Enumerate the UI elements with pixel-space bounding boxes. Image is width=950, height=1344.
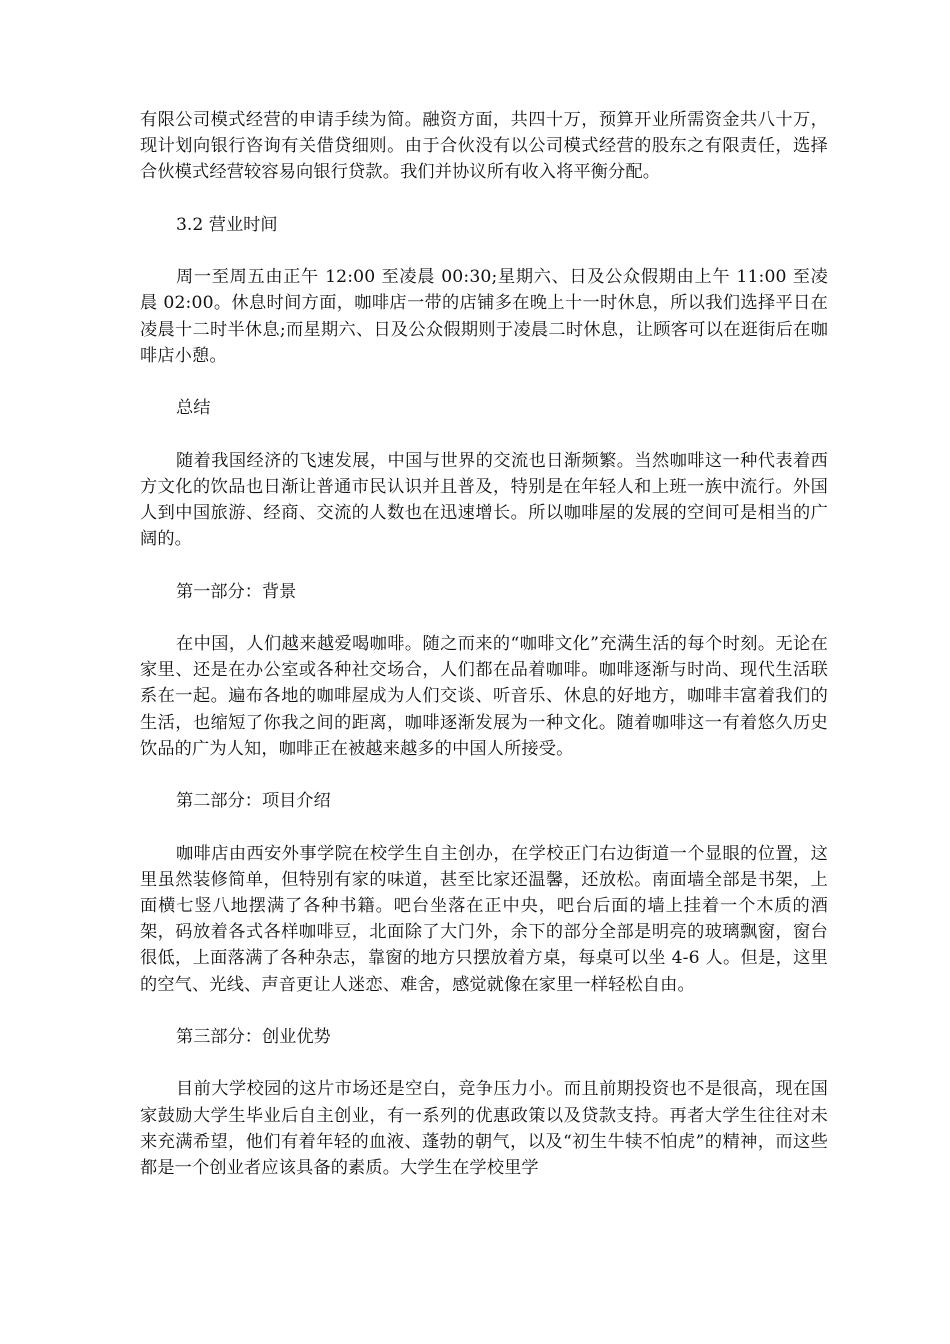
heading-part-one-background: 第一部分：背景 — [176, 581, 297, 602]
heading-part-two-project-intro: 第二部分：项目介绍 — [176, 791, 331, 812]
paragraph-partnership-financing: 有限公司模式经营的申请手续为简。融资方面，共四十万，预算开业所需资金共八十万，现计划向银行咨询有关借贷细则。由于合伙没有以公司模式经营的股东之有限责任，选择合伙模式经营较容易向银行贷款。我们并协议所有收入将平衡分配。 — [140, 110, 828, 183]
document-content — [140, 107, 828, 1181]
paragraph-background: 在中国，人们越来越爱喝咖啡。随之而来的“咖啡文化”充满生活的每个时刻。无论在家里、还是在办公室或各种社交场合，人们都在品着咖啡。咖啡逐渐与时尚、现代生活联系在一起。遍布各地的咖啡屋成为人们交谈、听音乐、休息的好地方，咖啡丰富着我们的生活，也缩短了你我之间的距离，咖啡逐渐发展为一种文化。随着咖啡这一有着悠久历史饮品的广为人知，咖啡正在被越来越多的中国人所接受。 — [140, 633, 828, 759]
paragraph-spacer — [140, 762, 828, 788]
paragraph-spacer — [140, 421, 828, 447]
paragraph-spacer — [140, 552, 828, 578]
paragraph-spacer — [140, 369, 828, 395]
paragraph-project-intro: 咖啡店由西安外事学院在校学生自主创办，在学校正门右边街道一个显眼的位置，这里虽然装修简单，但特别有家的味道，甚至比家还温馨，还放松。南面墙全部是书架，上面横七竖八地摆满了各种书籍。吧台坐落在正中央，吧台后面的墙上挂着一个木质的酒架，码放着各式各样咖啡豆，北面除了大门外，余下的部分全部是明亮的玻璃飘窗，窗台很低，上面落满了各种杂志，靠窗的地方只摆放着方桌，每桌可以坐 4-6 人。但是，这里的空气、光线、声音更让人迷恋、难舍，感觉就像在家里一样轻松自由。 — [140, 843, 828, 995]
heading-summary: 总结 — [176, 398, 211, 419]
paragraph-advantages: 目前大学校园的这片市场还是空白，竞争压力小。而且前期投资也不是很高，现在国家鼓励大学生毕业后自主创业，有一系列的优惠政策以及贷款支持。再者大学生往往对未来充满希望，他们有着年轻的血液、蓬勃的朝气，以及“初生牛犊不怕虎”的精神，而这些都是一个创业者应该具备的素质。大学生在学校里学 — [140, 1079, 828, 1178]
heading-business-hours: 3.2 营业时间 — [176, 214, 278, 235]
paragraph-spacer — [140, 186, 828, 212]
paragraph-spacer — [140, 1050, 828, 1076]
paragraph-spacer — [140, 998, 828, 1024]
paragraph-spacer — [140, 238, 828, 264]
heading-part-three-advantages: 第三部分：创业优势 — [176, 1026, 331, 1047]
paragraph-business-hours: 周一至周五由正午 12:00 至凌晨 00:30;星期六、日及公众假期由上午 11:00 至凌晨 02:00。休息时间方面，咖啡店一带的店铺多在晚上十一时休息，所以我们选择平日在凌晨十二时半休息;而星期六、日及公众假期则于凌晨二时休息，让顾客可以在逛街后在咖啡店小憩。 — [140, 267, 828, 366]
paragraph-summary: 随着我国经济的飞速发展，中国与世界的交流也日渐频繁。当然咖啡这一种代表着西方文化的饮品也日渐让普通市民认识并且普及，特别是在年轻人和上班一族中流行。外国人到中国旅游、经商、交流的人数也在迅速增长。所以咖啡屋的发展的空间可是相当的广阔的。 — [140, 450, 828, 550]
paragraph-spacer — [140, 605, 828, 631]
paragraph-spacer — [140, 814, 828, 840]
